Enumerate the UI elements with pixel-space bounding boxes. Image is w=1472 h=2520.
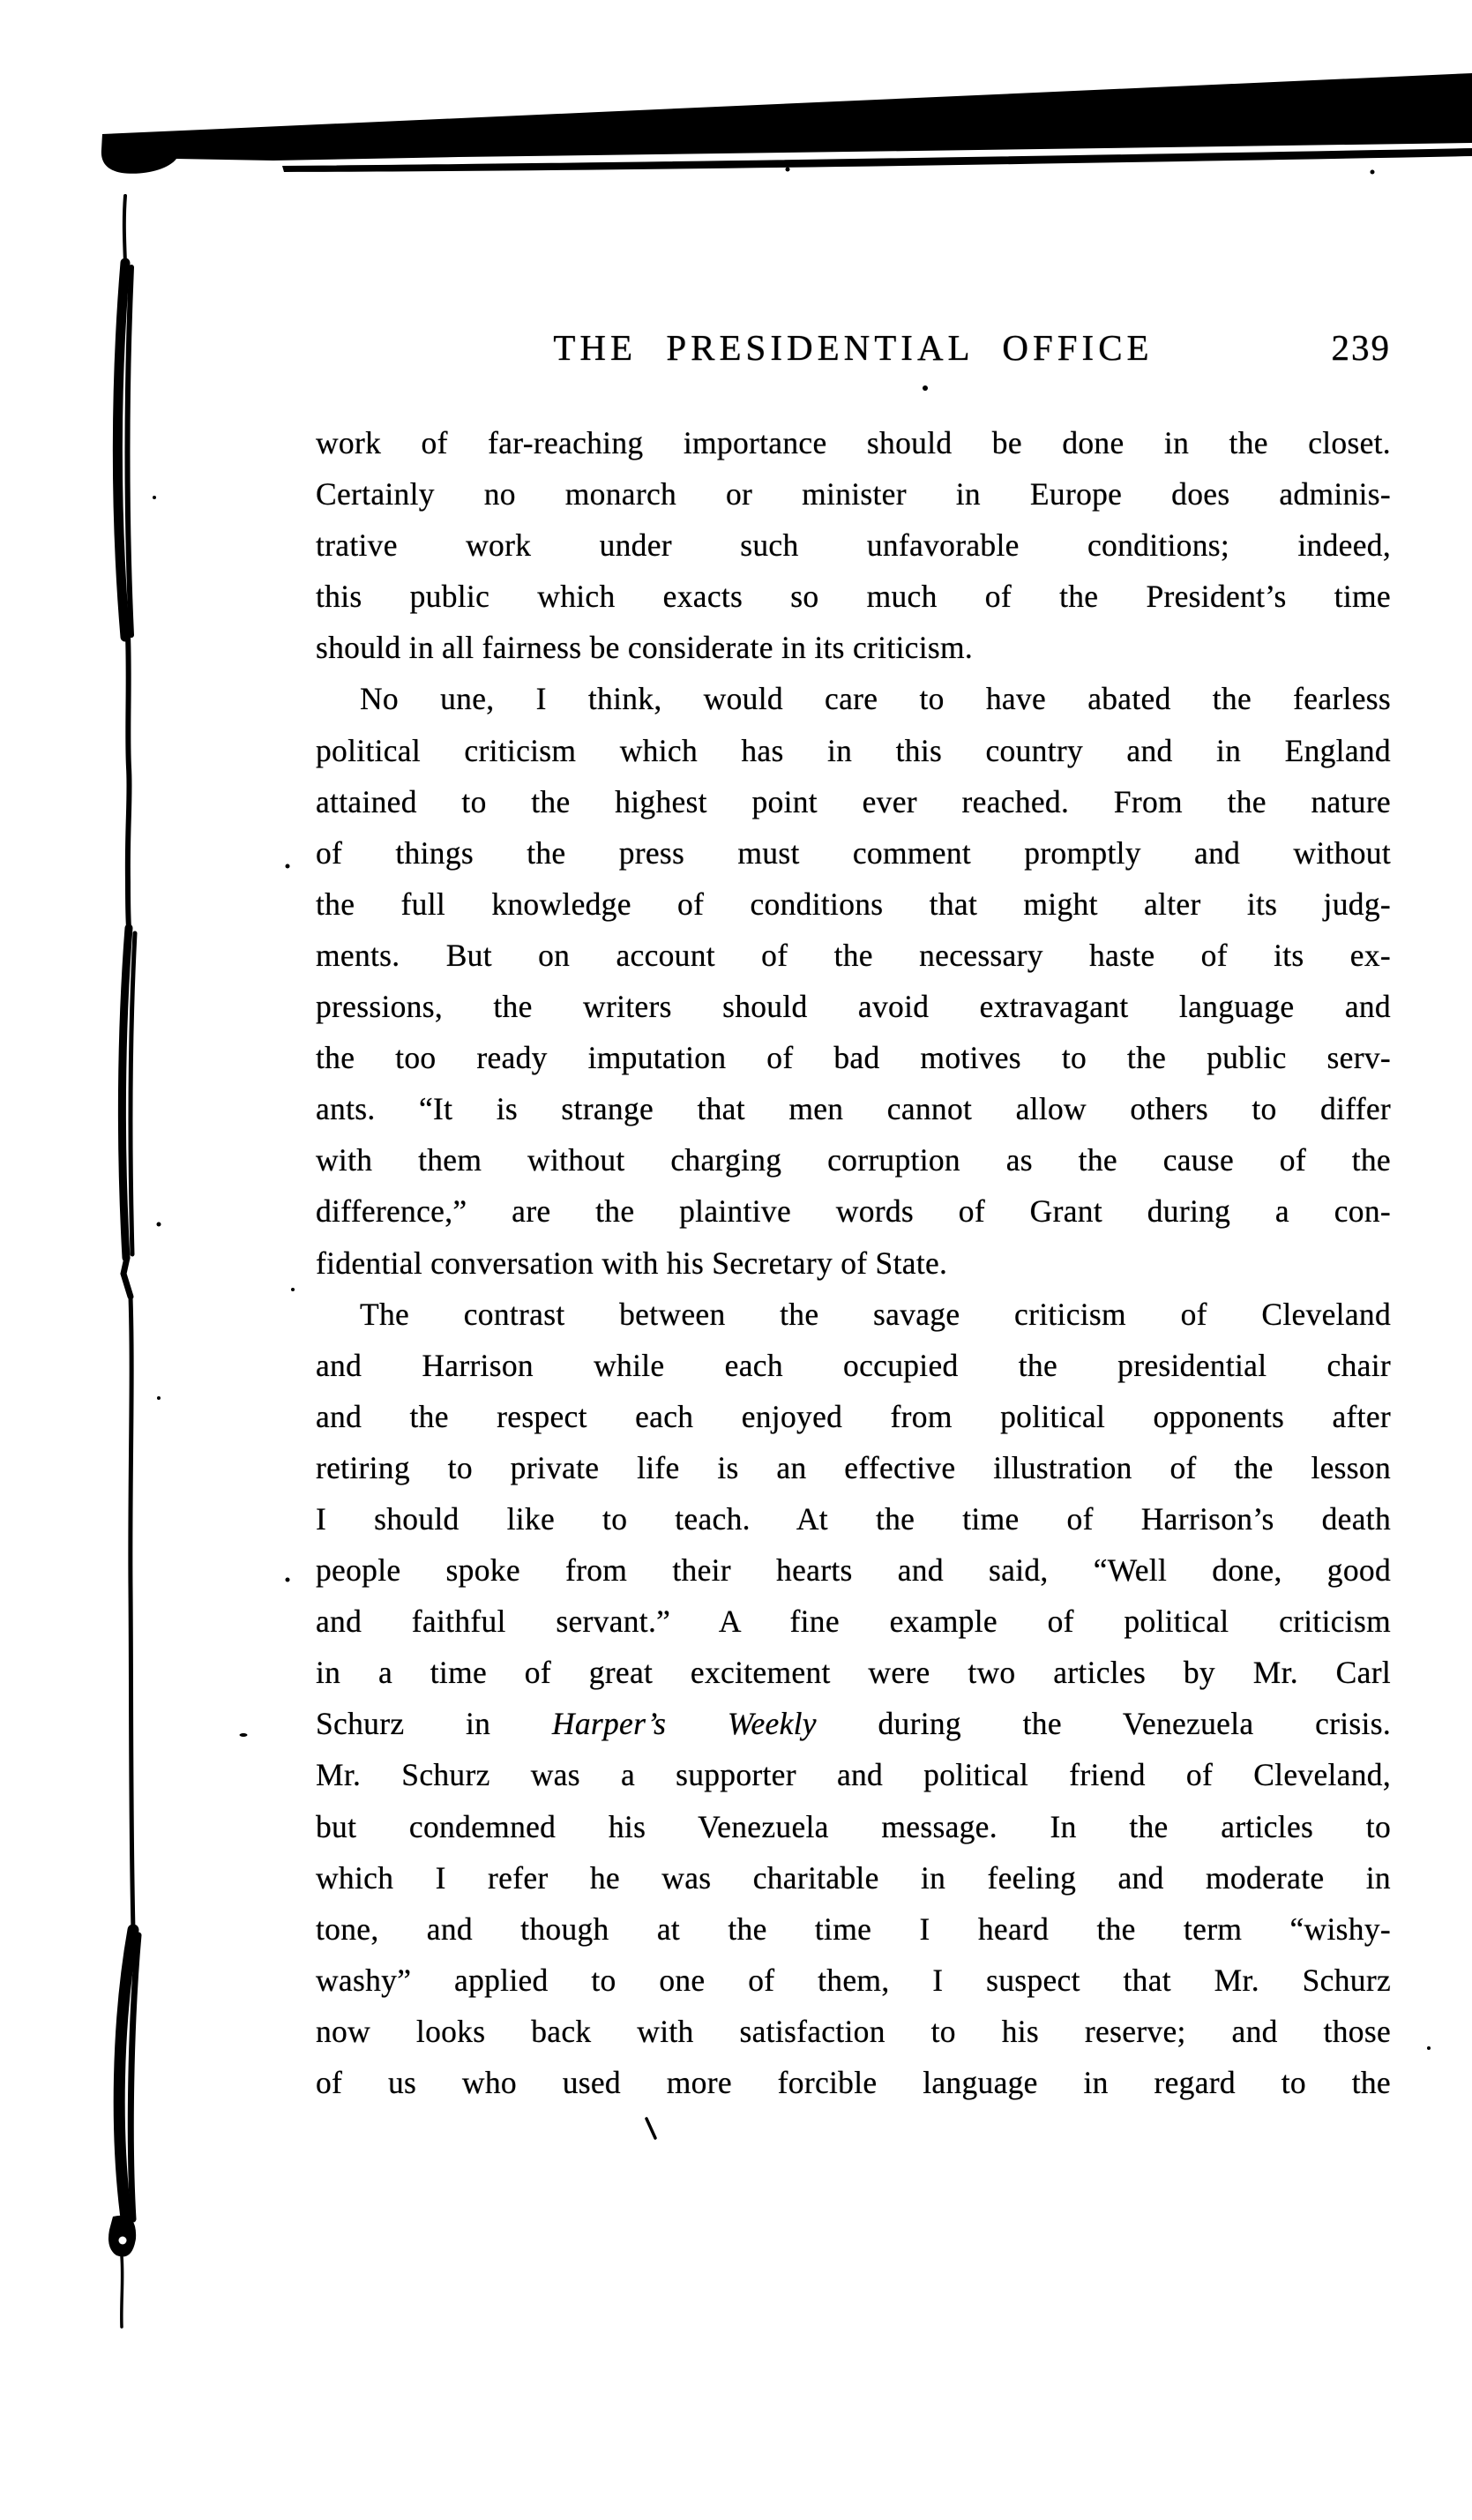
text-line: and Harrison while each occupied the presidential chair	[316, 1347, 1391, 1383]
text-line: ments. But on account of the necessary haste of its ex-	[316, 937, 1391, 973]
text-line: work of far-reaching importance should be done in the closet.	[316, 425, 1391, 460]
text-line: Certainly no monarch or minister in Europe does adminis-	[316, 476, 1391, 512]
text-block	[316, 417, 1391, 2108]
text-line: ants. “It is strange that men cannot allow others to differ	[316, 1091, 1391, 1127]
text-line: which I refer he was charitable in feeling and moderate in	[316, 1859, 1391, 1896]
page-header	[316, 323, 1391, 372]
book-spine-line	[117, 196, 138, 2327]
spine-knot-hole	[119, 2237, 127, 2245]
text-line: political criticism which has in this country and in England	[316, 732, 1391, 768]
stray-pen-mark	[646, 2119, 655, 2138]
text-line: washy” applied to one of them, I suspect that Mr. Schurz	[316, 1962, 1391, 1998]
text-line: of things the press must comment promptly and without	[316, 834, 1391, 871]
text-line: and faithful servant.” A fine example of political criticism	[316, 1604, 1391, 1640]
text-line: difference,” are the plaintive words of Grant during a con-	[316, 1193, 1391, 1230]
text-line: with them without charging corruption as the cause of the	[316, 1142, 1391, 1178]
text-line: now looks back with satisfaction to his reserve; and those	[316, 2013, 1391, 2049]
text-line: tone, and though at the time I heard the term “wishy-	[316, 1911, 1391, 1947]
text-line: should in all fairness be considerate in its criticism.	[316, 630, 974, 666]
text-line: retiring to private life is an effective illustration of the lesson	[316, 1449, 1391, 1485]
text-line: The contrast between the savage criticism of Cleveland	[360, 1296, 1391, 1332]
text-line: in a time of great excitement were two articles by Mr. Carl	[316, 1655, 1391, 1691]
top-scan-underline	[282, 148, 1472, 172]
text-line: Schurz in Harper’s Weekly during the Venezuela crisis.	[316, 1706, 1391, 1742]
text-line: the full knowledge of conditions that might alter its judg-	[316, 886, 1391, 922]
text-line: of us who used more forcible language in regard to the	[316, 2065, 1391, 2100]
running-title: THE PRESIDENTIAL OFFICE	[553, 327, 1154, 368]
text-line: trative work under such unfavorable conditions; indeed,	[316, 527, 1391, 564]
text-line: this public which exacts so much of the President’s time	[316, 579, 1391, 615]
spine-knot	[108, 2216, 136, 2257]
top-scan-bar	[101, 73, 1472, 174]
text-line: I should like to teach. At the time of Harrison’s death	[316, 1500, 1391, 1537]
italic-periodical-title: Harper’s Weekly	[551, 1706, 817, 1742]
page-number: 239	[1331, 327, 1391, 368]
text-line: people spoke from their hearts and said, “Well done, good	[316, 1552, 1391, 1589]
text-line: pressions, the writers should avoid extravagant language and	[316, 989, 1391, 1025]
text-line: No une, I think, would care to have abated the fearless	[360, 681, 1391, 717]
text-line: the too ready imputation of bad motives to the public serv-	[316, 1040, 1391, 1076]
text-line: fidential conversation with his Secretary of State.	[316, 1245, 948, 1281]
text-line: and the respect each enjoyed from political opponents after	[316, 1398, 1391, 1434]
text-line: but condemned his Venezuela message. In the articles to	[316, 1808, 1391, 1844]
text-line: Mr. Schurz was a supporter and political friend of Cleveland,	[316, 1757, 1391, 1793]
text-line: attained to the highest point ever reached. From the nature	[316, 783, 1391, 819]
